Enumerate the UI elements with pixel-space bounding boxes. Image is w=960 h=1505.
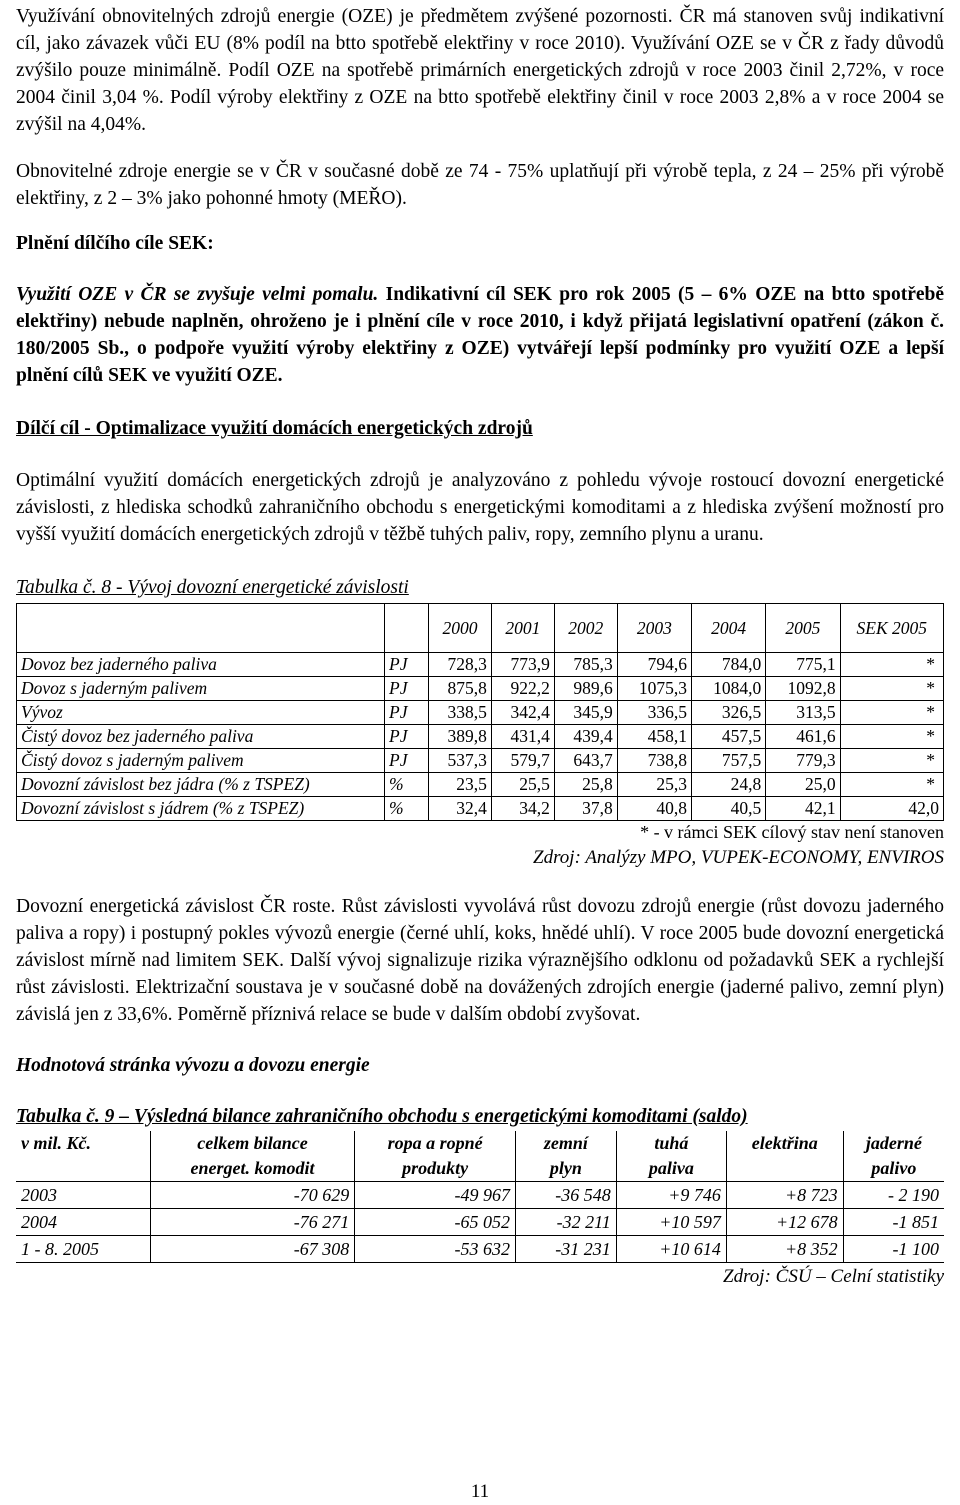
table8-cell-value: 537,3 <box>429 749 492 773</box>
table8-row-label: Čistý dovoz s jaderným palivem <box>17 749 385 773</box>
table8-cell-sek: * <box>840 725 943 749</box>
table8-row-label: Dovoz bez jaderného paliva <box>17 653 385 677</box>
table8-year-header: 2002 <box>554 604 617 653</box>
table9-cell-value: +10 597 <box>616 1209 726 1236</box>
table8-row-unit: PJ <box>385 725 429 749</box>
table8-year-header: 2004 <box>692 604 766 653</box>
table9-row <box>16 1236 944 1263</box>
sek-body-text: Indikativní cíl SEK pro rok 2005 (5 – 6% OZE na btto spotřebě elektřiny) nebude naplněn, ohroženo je i plnění cíle v roce 2010, i když přijatá legislativní opatření (zákon č. 180/2005 Sb., o podpoře využití výroby elektřiny z OZE) vytvářejí lepší podmínky pro využití OZE a lepší plnění cílů SEK ve využití OZE. <box>16 284 944 386</box>
table8-cell-value: 40,5 <box>692 797 766 821</box>
table9-header-line: plyn <box>549 1158 582 1178</box>
table9-cell-value: +12 678 <box>726 1209 843 1236</box>
table8-row-label: Dovoz s jaderným palivem <box>17 677 385 701</box>
table8-cell-sek: * <box>840 653 943 677</box>
heading-partial-goal: Dílčí cíl - Optimalizace využití domácích energetických zdrojů <box>16 418 533 439</box>
table8-year-header: 2003 <box>617 604 691 653</box>
table8-row-unit: PJ <box>385 701 429 725</box>
table9-column-header <box>616 1131 726 1182</box>
table9-source: Zdroj: ČSÚ – Celní statistiky <box>723 1266 944 1287</box>
table8-cell-value: 25,8 <box>554 773 617 797</box>
table8-cell-value: 431,4 <box>491 725 554 749</box>
table-trade-balance <box>16 1131 944 1263</box>
paragraph-renewables-share: Obnovitelné zdroje energie se v ČR v současné době ze 74 - 75% uplatňují při výrobě tepla, z 24 – 25% při výrobě elektřiny, z 2 – 3% jako pohonné hmoty (MEŘO). <box>16 161 944 209</box>
table9-cell-value: -49 967 <box>355 1182 516 1209</box>
table9-row-period: 1 - 8. 2005 <box>16 1236 150 1263</box>
table8-caption <box>16 574 944 601</box>
table9-cell-value: - 2 190 <box>843 1182 944 1209</box>
table8-cell-value: 643,7 <box>554 749 617 773</box>
table8-cell-value: 773,9 <box>491 653 554 677</box>
table9-header-line: tuhá <box>654 1133 689 1153</box>
table9-header-row <box>16 1131 944 1182</box>
table9-cell-value: -1 851 <box>843 1209 944 1236</box>
table8-row-unit: PJ <box>385 749 429 773</box>
table8-cell-value: 775,1 <box>766 653 840 677</box>
table8-cell-value: 785,3 <box>554 653 617 677</box>
table9-header-line: palivo <box>871 1158 917 1178</box>
table8-cell-value: 794,6 <box>617 653 691 677</box>
table8-body <box>17 653 944 821</box>
table8-row-label: Čistý dovoz bez jaderného paliva <box>17 725 385 749</box>
table9-row <box>16 1209 944 1236</box>
table9-column-header <box>516 1131 617 1182</box>
table8-cell-value: 439,4 <box>554 725 617 749</box>
table8-cell-value: 458,1 <box>617 725 691 749</box>
table8-row-unit: % <box>385 797 429 821</box>
table8-cell-value: 34,2 <box>491 797 554 821</box>
paragraph-import-dependency: Dovozní energetická závislost ČR roste. Růst závislosti vyvolává růst dovozu zdrojů energie (růst dovozu jaderného paliva a ropy) i postupný pokles vývozů energie (černé uhlí, koks, hnědé uhlí). V roce 2005 bude dovozní energetická závislost mírně nad limitem SEK. Další vývoj signalizuje rizika výraznějšího odklonu od požadavků SEK a rychlejší růst závislosti. Elektrizační soustava je v současné době na dovážených zdrojích energie (jaderné palivo, zemní plyn) závislá jen z 33,6%. Poměrně příznivá relace se bude v dalším období zvyšovat. <box>16 896 944 1025</box>
table9-row-period: 2004 <box>16 1209 150 1236</box>
table8-row-label: Dovozní závislost bez jádra (% z TSPEZ) <box>17 773 385 797</box>
table9-cell-value: -76 271 <box>150 1209 355 1236</box>
table9-cell-value: -31 231 <box>516 1236 617 1263</box>
table9-header-line: jaderné <box>865 1133 922 1153</box>
table8-cell-value: 738,8 <box>617 749 691 773</box>
table8-cell-value: 342,4 <box>491 701 554 725</box>
table9-body <box>16 1182 944 1263</box>
table8-cell-value: 779,3 <box>766 749 840 773</box>
table8-cell-sek: * <box>840 701 943 725</box>
table8-source: Zdroj: Analýzy MPO, VUPEK-ECONOMY, ENVIROS <box>533 847 944 868</box>
table8-cell-sek: * <box>840 677 943 701</box>
table8-cell-sek: 42,0 <box>840 797 943 821</box>
paragraph-sek-evaluation <box>16 281 944 389</box>
page-number: 11 <box>470 1481 490 1502</box>
table9-cell-value: -32 211 <box>516 1209 617 1236</box>
table8-cell-value: 1075,3 <box>617 677 691 701</box>
table8-row-label: Vývoz <box>17 701 385 725</box>
table8-cell-value: 42,1 <box>766 797 840 821</box>
table9-caption: Tabulka č. 9 – Výsledná bilance zahraničního obchodu s energetickými komoditami (saldo) <box>16 1106 748 1127</box>
table8-row-unit: PJ <box>385 677 429 701</box>
table9-cell-value: +10 614 <box>616 1236 726 1263</box>
table8-cell-value: 326,5 <box>692 701 766 725</box>
table8-row <box>17 653 944 677</box>
table8-year-header: 2000 <box>429 604 492 653</box>
table8-header-row <box>17 604 944 653</box>
table9-cell-value: -53 632 <box>355 1236 516 1263</box>
table8-row <box>17 749 944 773</box>
table9-column-header <box>355 1131 516 1182</box>
table8-row <box>17 797 944 821</box>
table8-cell-value: 728,3 <box>429 653 492 677</box>
table9-cell-value: -36 548 <box>516 1182 617 1209</box>
table8-row-unit: PJ <box>385 653 429 677</box>
table8-cell-value: 24,8 <box>692 773 766 797</box>
table9-cell-value: -65 052 <box>355 1209 516 1236</box>
table9-header-line: elektřina <box>751 1133 818 1153</box>
table8-cell-value: 1084,0 <box>692 677 766 701</box>
table8-cell-value: 40,8 <box>617 797 691 821</box>
table8-row <box>17 773 944 797</box>
table8-cell-value: 37,8 <box>554 797 617 821</box>
table8-row <box>17 677 944 701</box>
table9-header-line <box>732 1156 838 1181</box>
table9-column-header <box>726 1131 843 1182</box>
table8-cell-value: 457,5 <box>692 725 766 749</box>
table8-cell-value: 784,0 <box>692 653 766 677</box>
table-import-dependency <box>16 603 944 821</box>
table8-year-header: 2001 <box>491 604 554 653</box>
sek-italic-lead: Využití OZE v ČR se zvyšuje velmi pomalu. <box>16 284 379 305</box>
table8-cell-value: 25,3 <box>617 773 691 797</box>
table9-cell-value: -70 629 <box>150 1182 355 1209</box>
table8-row-unit: % <box>385 773 429 797</box>
table8-cell-value: 1092,8 <box>766 677 840 701</box>
paragraph-goal-body: Optimální využití domácích energetických zdrojů je analyzováno z pohledu vývoje rostoucí dovozní energetické závislosti, z hlediska schodků zahraničního obchodu s energetickými komoditami a z hlediska zvýšení možností pro vyšší využití domácích energetických zdrojů v těžbě tuhých paliv, ropy, zemního plynu a uranu. <box>16 470 944 545</box>
document-page <box>16 3 944 1290</box>
table8-cell-value: 461,6 <box>766 725 840 749</box>
table8-row <box>17 701 944 725</box>
table9-header-line: celkem bilance <box>197 1133 308 1153</box>
table9-header-line: paliva <box>648 1158 694 1178</box>
table8-cell-value: 989,6 <box>554 677 617 701</box>
table9-header-line <box>21 1156 145 1181</box>
table8-cell-sek: * <box>840 773 943 797</box>
table8-cell-value: 23,5 <box>429 773 492 797</box>
heading-sek-fulfilment: Plnění dílčího cíle SEK: <box>16 233 214 254</box>
table8-caption-text: 8 - Vývoj dovozní energetické závislosti <box>96 577 409 598</box>
table8-header-unit-empty <box>385 604 429 653</box>
table8-cell-value: 338,5 <box>429 701 492 725</box>
table8-cell-value: 313,5 <box>766 701 840 725</box>
table9-column-header <box>150 1131 355 1182</box>
table9-cell-value: +9 746 <box>616 1182 726 1209</box>
table8-cell-value: 25,0 <box>766 773 840 797</box>
table8-sek-header: SEK 2005 <box>840 604 943 653</box>
table8-cell-value: 32,4 <box>429 797 492 821</box>
table9-header-line: v mil. Kč. <box>21 1133 91 1153</box>
table8-cell-value: 345,9 <box>554 701 617 725</box>
table8-header-empty <box>17 604 385 653</box>
table9-column-header <box>16 1131 150 1182</box>
table9-header-line: produkty <box>402 1158 469 1178</box>
table8-caption-prefix: Tabulka č. <box>16 577 97 598</box>
table9-cell-value: +8 723 <box>726 1182 843 1209</box>
table9-row-period: 2003 <box>16 1182 150 1209</box>
table8-cell-value: 336,5 <box>617 701 691 725</box>
paragraph-oze-intro: Využívání obnovitelných zdrojů energie (OZE) je předmětem zvýšené pozornosti. ČR má stanoven svůj indikativní cíl, jako závazek vůči EU (8% podíl na btto spotřebě elektřiny v roce 2010). Využívání OZE se v ČR z řady důvodů zvýšilo pouze minimálně. Podíl OZE na spotřebě primárních energetických zdrojů v roce 2003 činil 2,72%, v roce 2004 činil 3,04 %. Podíl výroby elektřiny z OZE na btto spotřebě elektřiny činil v roce 2003 2,8% a v roce 2004 se zvýšil na 4,04%. <box>16 6 944 135</box>
table8-cell-value: 579,7 <box>491 749 554 773</box>
table8-cell-value: 389,8 <box>429 725 492 749</box>
table8-cell-value: 875,8 <box>429 677 492 701</box>
table9-header-line: zemní <box>543 1133 588 1153</box>
table9-column-header <box>843 1131 944 1182</box>
table8-cell-value: 757,5 <box>692 749 766 773</box>
table8-row <box>17 725 944 749</box>
table9-cell-value: +8 352 <box>726 1236 843 1263</box>
table8-footnote: * - v rámci SEK cílový stav není stanoven <box>640 822 944 842</box>
table8-cell-sek: * <box>840 749 943 773</box>
table9-row <box>16 1182 944 1209</box>
table9-cell-value: -67 308 <box>150 1236 355 1263</box>
heading-value-aspect: Hodnotová stránka vývozu a dovozu energie <box>16 1055 370 1076</box>
table9-header-line: ropa a ropné <box>387 1133 483 1153</box>
table9-cell-value: -1 100 <box>843 1236 944 1263</box>
table8-cell-value: 922,2 <box>491 677 554 701</box>
table8-cell-value: 25,5 <box>491 773 554 797</box>
table8-row-label: Dovozní závislost s jádrem (% z TSPEZ) <box>17 797 385 821</box>
table9-header-line: energet. komodit <box>190 1158 315 1178</box>
table8-year-header: 2005 <box>766 604 840 653</box>
